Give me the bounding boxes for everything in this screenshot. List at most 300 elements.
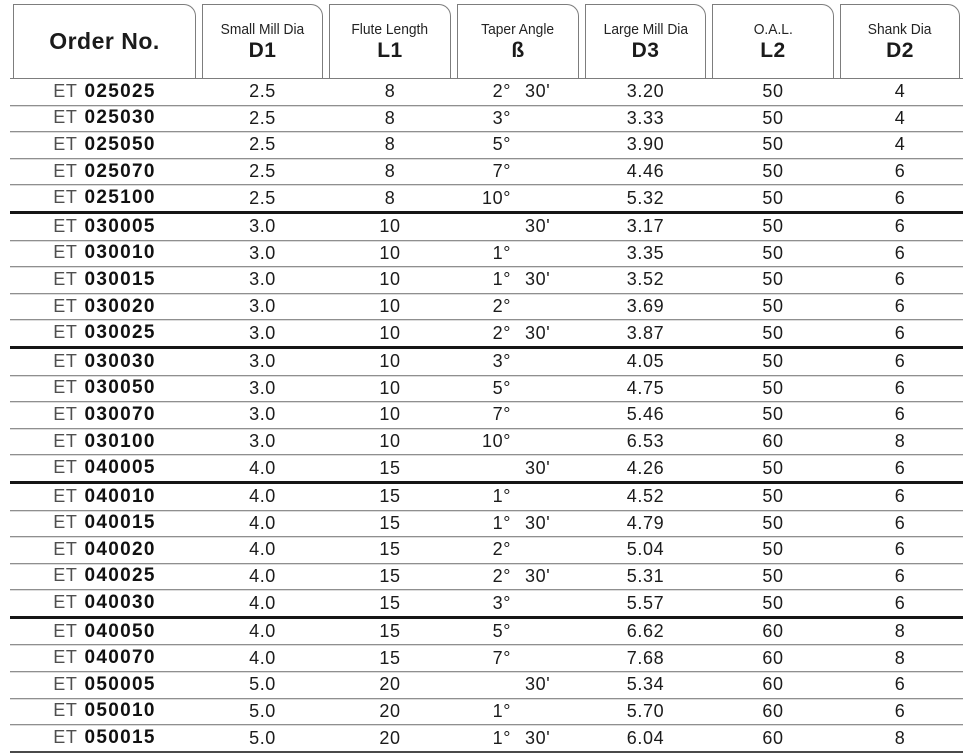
angle-degrees: 3° bbox=[492, 592, 511, 613]
order-prefix: ET bbox=[53, 647, 78, 668]
order-no-cell bbox=[10, 486, 199, 508]
oal-cell: 60 bbox=[762, 431, 784, 452]
column-symbol: D3 bbox=[631, 38, 660, 62]
angle-minutes: 30' bbox=[525, 727, 551, 748]
small-mill-dia-cell: 2.5 bbox=[249, 107, 276, 128]
angle-degrees: 1° bbox=[492, 242, 511, 263]
oal-cell: 60 bbox=[762, 700, 784, 721]
shank-dia-cell: 6 bbox=[894, 486, 906, 507]
table-row bbox=[10, 131, 963, 158]
taper-angle-cell bbox=[454, 593, 582, 614]
order-prefix: ET bbox=[53, 350, 78, 371]
column-symbol: ß bbox=[511, 38, 525, 62]
angle-degrees: 7° bbox=[492, 647, 511, 668]
order-no-cell bbox=[10, 727, 199, 749]
column-symbol: D1 bbox=[248, 38, 277, 62]
oal-cell: 50 bbox=[762, 592, 784, 613]
table-row bbox=[10, 510, 963, 537]
order-code: 030100 bbox=[84, 430, 156, 452]
order-prefix: ET bbox=[53, 107, 78, 128]
order-code: 030025 bbox=[84, 322, 156, 344]
angle-minutes: 30' bbox=[525, 269, 551, 290]
order-prefix: ET bbox=[53, 620, 78, 641]
order-no-cell bbox=[10, 81, 199, 103]
taper-angle-cell bbox=[454, 621, 582, 642]
shank-dia-cell: 6 bbox=[894, 377, 906, 398]
large-mill-dia-cell: 5.31 bbox=[626, 565, 665, 586]
oal-cell: 60 bbox=[762, 647, 784, 668]
order-code: 030030 bbox=[84, 350, 156, 372]
order-no-cell bbox=[10, 592, 199, 614]
angle-minutes bbox=[525, 243, 569, 264]
order-prefix: ET bbox=[53, 403, 78, 424]
angle-minutes: 30' bbox=[525, 322, 551, 343]
small-mill-dia-cell: 2.5 bbox=[249, 81, 276, 102]
taper-angle-cell bbox=[454, 188, 582, 209]
shank-dia-cell: 6 bbox=[894, 457, 906, 478]
oal-cell: 50 bbox=[762, 457, 784, 478]
order-no-cell bbox=[10, 647, 199, 669]
column-header-large-mill-dia bbox=[585, 4, 706, 78]
oal-cell: 50 bbox=[762, 565, 784, 586]
table-row bbox=[10, 428, 963, 455]
column-header-oal bbox=[712, 4, 834, 78]
order-prefix: ET bbox=[53, 187, 78, 208]
order-prefix: ET bbox=[53, 295, 78, 316]
large-mill-dia-cell: 6.53 bbox=[626, 431, 665, 452]
angle-degrees: 5° bbox=[492, 377, 511, 398]
flute-length-cell: 10 bbox=[379, 216, 401, 237]
angle-minutes bbox=[525, 431, 569, 452]
order-no-cell bbox=[10, 216, 199, 238]
angle-minutes bbox=[525, 701, 569, 722]
order-code: 025050 bbox=[84, 133, 156, 155]
flute-length-cell: 10 bbox=[379, 377, 401, 398]
column-symbol: D2 bbox=[886, 38, 914, 62]
angle-minutes bbox=[525, 404, 569, 425]
shank-dia-cell: 6 bbox=[894, 161, 906, 182]
angle-degrees: 1° bbox=[492, 486, 511, 507]
oal-cell: 50 bbox=[762, 134, 784, 155]
flute-length-cell: 10 bbox=[379, 242, 401, 263]
angle-degrees bbox=[467, 674, 511, 695]
table-row bbox=[10, 211, 963, 240]
taper-angle-cell bbox=[454, 728, 582, 749]
angle-minutes bbox=[525, 621, 569, 642]
table-row bbox=[10, 240, 963, 267]
table-row bbox=[10, 79, 963, 105]
order-no-cell bbox=[10, 539, 199, 561]
shank-dia-cell: 6 bbox=[894, 322, 906, 343]
angle-minutes bbox=[525, 296, 569, 317]
flute-length-cell: 15 bbox=[379, 565, 401, 586]
table-row bbox=[10, 454, 963, 481]
large-mill-dia-cell: 3.69 bbox=[626, 296, 665, 317]
large-mill-dia-cell: 5.34 bbox=[626, 674, 665, 695]
order-code: 040050 bbox=[84, 620, 156, 642]
angle-degrees: 5° bbox=[492, 621, 511, 642]
angle-minutes bbox=[525, 161, 569, 182]
order-no-cell bbox=[10, 404, 199, 426]
order-no-cell bbox=[10, 674, 199, 696]
oal-cell: 50 bbox=[762, 187, 784, 208]
oal-cell: 50 bbox=[762, 216, 784, 237]
small-mill-dia-cell: 2.5 bbox=[249, 187, 276, 208]
flute-length-cell: 15 bbox=[379, 512, 401, 533]
oal-cell: 50 bbox=[762, 242, 784, 263]
flute-length-cell: 8 bbox=[384, 134, 396, 155]
taper-angle-cell bbox=[454, 458, 582, 479]
flute-length-cell: 8 bbox=[384, 107, 396, 128]
table-row bbox=[10, 293, 963, 320]
taper-angle-cell bbox=[454, 486, 582, 507]
order-prefix: ET bbox=[53, 215, 78, 236]
shank-dia-cell: 8 bbox=[894, 727, 906, 748]
table-row bbox=[10, 724, 963, 751]
shank-dia-cell: 6 bbox=[894, 539, 906, 560]
angle-degrees: 2° bbox=[492, 296, 511, 317]
flute-length-cell: 15 bbox=[379, 539, 401, 560]
large-mill-dia-cell: 5.04 bbox=[626, 539, 665, 560]
order-prefix: ET bbox=[53, 322, 78, 343]
small-mill-dia-cell: 3.0 bbox=[249, 242, 276, 263]
large-mill-dia-cell: 7.68 bbox=[626, 647, 665, 668]
order-prefix: ET bbox=[53, 80, 78, 101]
table-row bbox=[10, 319, 963, 346]
table-row bbox=[10, 158, 963, 185]
angle-degrees: 10° bbox=[481, 187, 511, 208]
order-prefix: ET bbox=[53, 377, 78, 398]
angle-degrees: 3° bbox=[492, 351, 511, 372]
flute-length-cell: 15 bbox=[379, 486, 401, 507]
taper-angle-cell bbox=[454, 351, 582, 372]
flute-length-cell: 15 bbox=[379, 621, 401, 642]
shank-dia-cell: 4 bbox=[894, 81, 906, 102]
flute-length-cell: 20 bbox=[379, 674, 401, 695]
shank-dia-cell: 8 bbox=[894, 647, 906, 668]
angle-degrees: 2° bbox=[492, 539, 511, 560]
oal-cell: 50 bbox=[762, 486, 784, 507]
large-mill-dia-cell: 4.05 bbox=[626, 351, 665, 372]
column-symbol: L2 bbox=[760, 38, 786, 62]
large-mill-dia-cell: 5.57 bbox=[626, 592, 665, 613]
table-row bbox=[10, 563, 963, 590]
flute-length-cell: 20 bbox=[379, 727, 401, 748]
small-mill-dia-cell: 2.5 bbox=[249, 161, 276, 182]
column-header-small-mill-dia bbox=[202, 4, 323, 78]
angle-minutes bbox=[525, 134, 569, 155]
flute-length-cell: 8 bbox=[384, 81, 396, 102]
angle-minutes bbox=[525, 539, 569, 560]
shank-dia-cell: 6 bbox=[894, 565, 906, 586]
shank-dia-cell: 8 bbox=[894, 621, 906, 642]
small-mill-dia-cell: 3.0 bbox=[249, 404, 276, 425]
small-mill-dia-cell: 4.0 bbox=[249, 565, 276, 586]
small-mill-dia-cell: 3.0 bbox=[249, 296, 276, 317]
order-prefix: ET bbox=[53, 457, 78, 478]
angle-degrees: 7° bbox=[492, 161, 511, 182]
oal-cell: 50 bbox=[762, 322, 784, 343]
taper-angle-cell bbox=[454, 378, 582, 399]
small-mill-dia-cell: 3.0 bbox=[249, 431, 276, 452]
small-mill-dia-cell: 4.0 bbox=[249, 621, 276, 642]
large-mill-dia-cell: 4.46 bbox=[626, 161, 665, 182]
shank-dia-cell: 8 bbox=[894, 431, 906, 452]
angle-degrees: 2° bbox=[492, 322, 511, 343]
order-no-cell bbox=[10, 512, 199, 534]
angle-minutes: 30' bbox=[525, 512, 551, 533]
column-label: O.A.L. bbox=[753, 20, 793, 38]
taper-angle-cell bbox=[454, 431, 582, 452]
angle-minutes: 30' bbox=[525, 81, 551, 102]
order-code: 040005 bbox=[84, 457, 156, 479]
column-header-order-no bbox=[13, 4, 196, 78]
table-row bbox=[10, 105, 963, 132]
order-prefix: ET bbox=[53, 565, 78, 586]
order-prefix: ET bbox=[53, 727, 78, 748]
flute-length-cell: 20 bbox=[379, 700, 401, 721]
oal-cell: 50 bbox=[762, 351, 784, 372]
order-code: 030005 bbox=[84, 215, 156, 237]
shank-dia-cell: 4 bbox=[894, 107, 906, 128]
table-row bbox=[10, 698, 963, 725]
order-code: 040010 bbox=[84, 485, 156, 507]
shank-dia-cell: 6 bbox=[894, 404, 906, 425]
shank-dia-cell: 6 bbox=[894, 592, 906, 613]
small-mill-dia-cell: 4.0 bbox=[249, 539, 276, 560]
taper-angle-cell bbox=[454, 323, 582, 344]
table-row bbox=[10, 401, 963, 428]
table-row bbox=[10, 346, 963, 375]
flute-length-cell: 10 bbox=[379, 431, 401, 452]
taper-angle-cell bbox=[454, 404, 582, 425]
angle-degrees: 7° bbox=[492, 404, 511, 425]
large-mill-dia-cell: 4.79 bbox=[626, 512, 665, 533]
order-code: 040030 bbox=[84, 592, 156, 614]
order-no-cell bbox=[10, 351, 199, 373]
taper-angle-cell bbox=[454, 243, 582, 264]
order-code: 040020 bbox=[84, 538, 156, 560]
small-mill-dia-cell: 4.0 bbox=[249, 486, 276, 507]
flute-length-cell: 15 bbox=[379, 647, 401, 668]
table-row bbox=[10, 375, 963, 402]
large-mill-dia-cell: 3.20 bbox=[626, 81, 665, 102]
taper-angle-cell bbox=[454, 648, 582, 669]
order-code: 025030 bbox=[84, 107, 156, 129]
angle-degrees bbox=[467, 216, 511, 237]
angle-degrees: 1° bbox=[492, 269, 511, 290]
table-row bbox=[10, 266, 963, 293]
order-code: 050015 bbox=[84, 727, 156, 749]
taper-angle-cell bbox=[454, 701, 582, 722]
small-mill-dia-cell: 4.0 bbox=[249, 457, 276, 478]
small-mill-dia-cell: 5.0 bbox=[249, 700, 276, 721]
order-prefix: ET bbox=[53, 430, 78, 451]
order-code: 040070 bbox=[84, 647, 156, 669]
large-mill-dia-cell: 5.46 bbox=[626, 404, 665, 425]
taper-angle-cell bbox=[454, 566, 582, 587]
order-prefix: ET bbox=[53, 485, 78, 506]
angle-minutes bbox=[525, 351, 569, 372]
angle-minutes bbox=[525, 188, 569, 209]
large-mill-dia-cell: 3.52 bbox=[626, 269, 665, 290]
oal-cell: 60 bbox=[762, 674, 784, 695]
column-label: Order No. bbox=[49, 28, 160, 54]
flute-length-cell: 10 bbox=[379, 351, 401, 372]
oal-cell: 50 bbox=[762, 269, 784, 290]
large-mill-dia-cell: 5.70 bbox=[626, 700, 665, 721]
order-prefix: ET bbox=[53, 268, 78, 289]
small-mill-dia-cell: 3.0 bbox=[249, 322, 276, 343]
angle-degrees: 10° bbox=[481, 431, 511, 452]
flute-length-cell: 10 bbox=[379, 404, 401, 425]
small-mill-dia-cell: 4.0 bbox=[249, 592, 276, 613]
order-no-cell bbox=[10, 565, 199, 587]
order-code: 040015 bbox=[84, 512, 156, 534]
order-code: 040025 bbox=[84, 565, 156, 587]
oal-cell: 50 bbox=[762, 512, 784, 533]
large-mill-dia-cell: 5.32 bbox=[626, 187, 665, 208]
oal-cell: 50 bbox=[762, 296, 784, 317]
table-header-row bbox=[10, 2, 963, 79]
order-prefix: ET bbox=[53, 512, 78, 533]
large-mill-dia-cell: 3.87 bbox=[626, 322, 665, 343]
order-no-cell bbox=[10, 322, 199, 344]
angle-minutes: 30' bbox=[525, 216, 551, 237]
angle-minutes bbox=[525, 486, 569, 507]
angle-minutes bbox=[525, 648, 569, 669]
taper-angle-cell bbox=[454, 161, 582, 182]
large-mill-dia-cell: 3.90 bbox=[626, 134, 665, 155]
column-label: Small Mill Dia bbox=[220, 20, 305, 38]
table-row bbox=[10, 644, 963, 671]
large-mill-dia-cell: 3.17 bbox=[626, 216, 665, 237]
oal-cell: 50 bbox=[762, 404, 784, 425]
small-mill-dia-cell: 4.0 bbox=[249, 512, 276, 533]
small-mill-dia-cell: 3.0 bbox=[249, 269, 276, 290]
large-mill-dia-cell: 6.62 bbox=[626, 621, 665, 642]
taper-angle-cell bbox=[454, 81, 582, 102]
table-body bbox=[10, 79, 963, 753]
small-mill-dia-cell: 3.0 bbox=[249, 351, 276, 372]
order-code: 025025 bbox=[84, 80, 156, 102]
shank-dia-cell: 6 bbox=[894, 700, 906, 721]
order-code: 025070 bbox=[84, 160, 156, 182]
shank-dia-cell: 6 bbox=[894, 512, 906, 533]
order-code: 030020 bbox=[84, 295, 156, 317]
flute-length-cell: 10 bbox=[379, 269, 401, 290]
order-no-cell bbox=[10, 161, 199, 183]
order-no-cell bbox=[10, 242, 199, 264]
shank-dia-cell: 6 bbox=[894, 242, 906, 263]
taper-angle-cell bbox=[454, 296, 582, 317]
shank-dia-cell: 6 bbox=[894, 296, 906, 317]
angle-minutes bbox=[525, 378, 569, 399]
oal-cell: 50 bbox=[762, 107, 784, 128]
small-mill-dia-cell: 3.0 bbox=[249, 216, 276, 237]
oal-cell: 50 bbox=[762, 377, 784, 398]
large-mill-dia-cell: 6.04 bbox=[626, 727, 665, 748]
angle-degrees bbox=[467, 458, 511, 479]
large-mill-dia-cell: 4.26 bbox=[626, 457, 665, 478]
column-header-shank-dia bbox=[840, 4, 960, 78]
taper-angle-cell bbox=[454, 216, 582, 237]
flute-length-cell: 8 bbox=[384, 161, 396, 182]
angle-degrees: 2° bbox=[492, 565, 511, 586]
order-prefix: ET bbox=[53, 160, 78, 181]
order-code: 050010 bbox=[84, 700, 156, 722]
angle-degrees: 2° bbox=[492, 81, 511, 102]
taper-angle-cell bbox=[454, 539, 582, 560]
shank-dia-cell: 6 bbox=[894, 216, 906, 237]
order-code: 030070 bbox=[84, 403, 156, 425]
shank-dia-cell: 6 bbox=[894, 351, 906, 372]
order-no-cell bbox=[10, 269, 199, 291]
column-header-taper-angle bbox=[457, 4, 579, 78]
angle-minutes: 30' bbox=[525, 674, 551, 695]
column-label: Flute Length bbox=[351, 20, 429, 38]
oal-cell: 60 bbox=[762, 621, 784, 642]
table-row bbox=[10, 616, 963, 645]
angle-minutes: 30' bbox=[525, 565, 551, 586]
shank-dia-cell: 6 bbox=[894, 674, 906, 695]
oal-cell: 60 bbox=[762, 727, 784, 748]
order-code: 030015 bbox=[84, 268, 156, 290]
column-header-flute-length bbox=[329, 4, 451, 78]
shank-dia-cell: 6 bbox=[894, 187, 906, 208]
oal-cell: 50 bbox=[762, 81, 784, 102]
angle-degrees: 5° bbox=[492, 134, 511, 155]
order-prefix: ET bbox=[53, 700, 78, 721]
order-code: 030050 bbox=[84, 377, 156, 399]
shank-dia-cell: 6 bbox=[894, 269, 906, 290]
large-mill-dia-cell: 3.33 bbox=[626, 107, 665, 128]
taper-angle-cell bbox=[454, 674, 582, 695]
flute-length-cell: 10 bbox=[379, 322, 401, 343]
oal-cell: 50 bbox=[762, 161, 784, 182]
column-label: Taper Angle bbox=[481, 20, 555, 38]
small-mill-dia-cell: 5.0 bbox=[249, 727, 276, 748]
order-no-cell bbox=[10, 107, 199, 129]
order-no-cell bbox=[10, 457, 199, 479]
order-prefix: ET bbox=[53, 592, 78, 613]
angle-minutes bbox=[525, 108, 569, 129]
table-row bbox=[10, 671, 963, 698]
small-mill-dia-cell: 3.0 bbox=[249, 377, 276, 398]
column-label: Large Mill Dia bbox=[603, 20, 688, 38]
taper-angle-cell bbox=[454, 269, 582, 290]
order-no-cell bbox=[10, 134, 199, 156]
order-no-cell bbox=[10, 700, 199, 722]
flute-length-cell: 15 bbox=[379, 457, 401, 478]
shank-dia-cell: 4 bbox=[894, 134, 906, 155]
order-no-cell bbox=[10, 377, 199, 399]
large-mill-dia-cell: 3.35 bbox=[626, 242, 665, 263]
order-no-cell bbox=[10, 296, 199, 318]
table-row bbox=[10, 184, 963, 211]
table-row bbox=[10, 481, 963, 510]
order-no-cell bbox=[10, 187, 199, 209]
small-mill-dia-cell: 5.0 bbox=[249, 674, 276, 695]
small-mill-dia-cell: 4.0 bbox=[249, 647, 276, 668]
small-mill-dia-cell: 2.5 bbox=[249, 134, 276, 155]
order-no-cell bbox=[10, 431, 199, 453]
order-prefix: ET bbox=[53, 133, 78, 154]
order-prefix: ET bbox=[53, 242, 78, 263]
column-symbol: L1 bbox=[377, 38, 403, 62]
taper-angle-cell bbox=[454, 513, 582, 534]
large-mill-dia-cell: 4.52 bbox=[626, 486, 665, 507]
